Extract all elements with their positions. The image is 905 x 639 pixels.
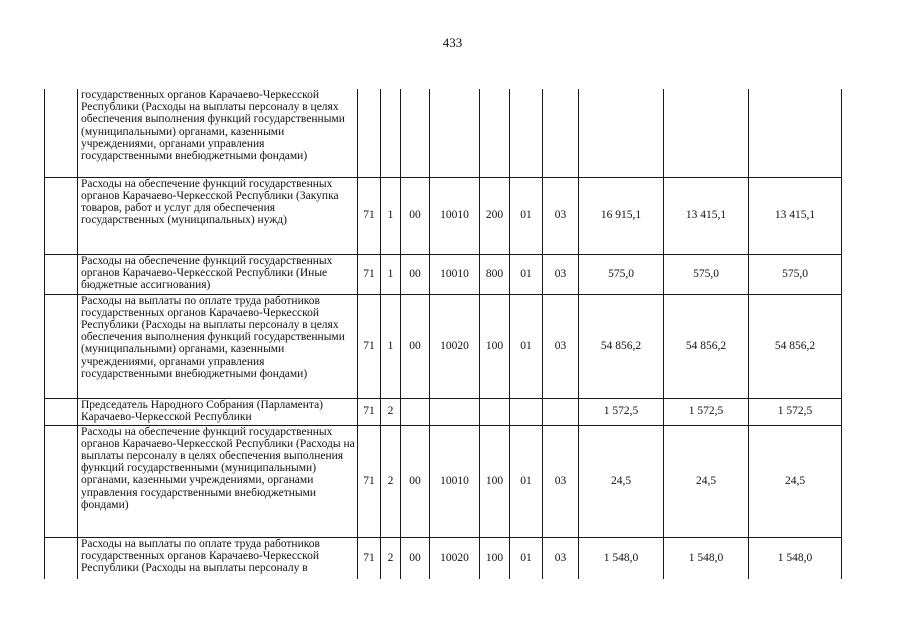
code-cell-expense-type: 100 (480, 537, 510, 579)
row-number-cell (45, 177, 78, 254)
description-cell: Председатель Народного Собрания (Парламента) Карачаево-Черкесской Республики (78, 398, 358, 425)
amount-cell-year-2 (664, 89, 749, 177)
code-cell-subprogram: 00 (401, 254, 430, 294)
budget-table-container (44, 89, 842, 579)
amount-cell-year-1: 24,5 (579, 425, 664, 537)
code-cell-subsection: 03 (543, 177, 579, 254)
code-cell-subprogram: 00 (401, 425, 430, 537)
code-cell-ministry: 71 (358, 398, 381, 425)
code-cell-ministry: 71 (358, 294, 381, 398)
amount-cell-year-1: 1 572,5 (579, 398, 664, 425)
row-number-cell (45, 294, 78, 398)
code-cell-ministry: 71 (358, 425, 381, 537)
description-cell: Расходы на обеспечение функций государственных органов Карачаево-Черкесской Республики (Иные бюджетные ассигнования) (78, 254, 358, 294)
code-cell-subprogram (401, 89, 430, 177)
code-cell-ministry: 71 (358, 177, 381, 254)
code-cell-section (510, 89, 543, 177)
budget-table (44, 89, 842, 579)
amount-cell-year-2: 1 548,0 (664, 537, 749, 579)
code-cell-expense-type (480, 398, 510, 425)
code-cell-expense-type: 100 (480, 294, 510, 398)
amount-cell-year-1 (579, 89, 664, 177)
code-cell-subprogram (401, 398, 430, 425)
amount-cell-year-1: 54 856,2 (579, 294, 664, 398)
amount-cell-year-3: 1 548,0 (749, 537, 842, 579)
code-cell-subsection: 03 (543, 254, 579, 294)
table-row (45, 398, 842, 425)
code-cell-direction: 10020 (430, 294, 480, 398)
amount-cell-year-1: 1 548,0 (579, 537, 664, 579)
row-number-cell (45, 537, 78, 579)
code-cell-expense-type (480, 89, 510, 177)
amount-cell-year-3: 13 415,1 (749, 177, 842, 254)
code-cell-program: 1 (381, 294, 401, 398)
code-cell-direction (430, 398, 480, 425)
code-cell-section (510, 398, 543, 425)
amount-cell-year-3: 24,5 (749, 425, 842, 537)
code-cell-subprogram: 00 (401, 177, 430, 254)
code-cell-section: 01 (510, 425, 543, 537)
code-cell-program: 2 (381, 537, 401, 579)
amount-cell-year-1: 16 915,1 (579, 177, 664, 254)
code-cell-section: 01 (510, 177, 543, 254)
code-cell-section: 01 (510, 537, 543, 579)
row-number-cell (45, 398, 78, 425)
code-cell-ministry (358, 89, 381, 177)
code-cell-program: 1 (381, 177, 401, 254)
code-cell-subsection: 03 (543, 537, 579, 579)
code-cell-section: 01 (510, 294, 543, 398)
code-cell-expense-type: 800 (480, 254, 510, 294)
description-cell: Расходы на обеспечение функций государственных органов Карачаево-Черкесской Республики (Закупка товаров, работ и услуг для обеспечения государственных (муниципальных) нужд) (78, 177, 358, 254)
amount-cell-year-2: 24,5 (664, 425, 749, 537)
code-cell-program: 1 (381, 254, 401, 294)
code-cell-program (381, 89, 401, 177)
table-row (45, 89, 842, 177)
table-row (45, 177, 842, 254)
code-cell-subprogram: 00 (401, 294, 430, 398)
code-cell-ministry: 71 (358, 537, 381, 579)
description-cell: Расходы на выплаты по оплате труда работников государственных органов Карачаево-Черкесской Республики (Расходы на выплаты персоналу в (78, 537, 358, 579)
code-cell-direction: 10010 (430, 254, 480, 294)
code-cell-program: 2 (381, 398, 401, 425)
code-cell-program: 2 (381, 425, 401, 537)
code-cell-expense-type: 200 (480, 177, 510, 254)
table-row (45, 425, 842, 537)
code-cell-expense-type: 100 (480, 425, 510, 537)
table-row (45, 294, 842, 398)
amount-cell-year-3: 1 572,5 (749, 398, 842, 425)
description-cell: Расходы на обеспечение функций государственных органов Карачаево-Черкесской Республики (Расходы на выплаты персоналу в целях обеспечения выполнения функций государственными (муниципальными) органами, казенными учреждениями, органами управления государственными внебюджетными фондами) (78, 425, 358, 537)
description-cell: Расходы на выплаты по оплате труда работников государственных органов Карачаево-Черкесской Республики (Расходы на выплаты персоналу в целях обеспечения выполнения функций государственными (муниципальными) органами, казенными учреждениями, органами управления государственными внебюджетными фондами) (78, 294, 358, 398)
code-cell-ministry: 71 (358, 254, 381, 294)
code-cell-subprogram: 00 (401, 537, 430, 579)
code-cell-direction: 10020 (430, 537, 480, 579)
code-cell-direction: 10010 (430, 425, 480, 537)
row-number-cell (45, 89, 78, 177)
code-cell-subsection (543, 398, 579, 425)
amount-cell-year-3 (749, 89, 842, 177)
amount-cell-year-1: 575,0 (579, 254, 664, 294)
page-number: 433 (442, 35, 463, 50)
amount-cell-year-2: 1 572,5 (664, 398, 749, 425)
amount-cell-year-2: 575,0 (664, 254, 749, 294)
amount-cell-year-2: 54 856,2 (664, 294, 749, 398)
table-row (45, 254, 842, 294)
code-cell-direction: 10010 (430, 177, 480, 254)
row-number-cell (45, 425, 78, 537)
table-row (45, 537, 842, 579)
amount-cell-year-3: 575,0 (749, 254, 842, 294)
code-cell-subsection: 03 (543, 425, 579, 537)
amount-cell-year-2: 13 415,1 (664, 177, 749, 254)
description-cell: государственных органов Карачаево-Черкесской Республики (Расходы на выплаты персоналу в целях обеспечения выполнения функций государственными (муниципальными) органами, казенными учреждениями, органами управления государственными внебюджетными фондами) (78, 89, 358, 177)
code-cell-subsection: 03 (543, 294, 579, 398)
code-cell-section: 01 (510, 254, 543, 294)
code-cell-direction (430, 89, 480, 177)
amount-cell-year-3: 54 856,2 (749, 294, 842, 398)
row-number-cell (45, 254, 78, 294)
code-cell-subsection (543, 89, 579, 177)
